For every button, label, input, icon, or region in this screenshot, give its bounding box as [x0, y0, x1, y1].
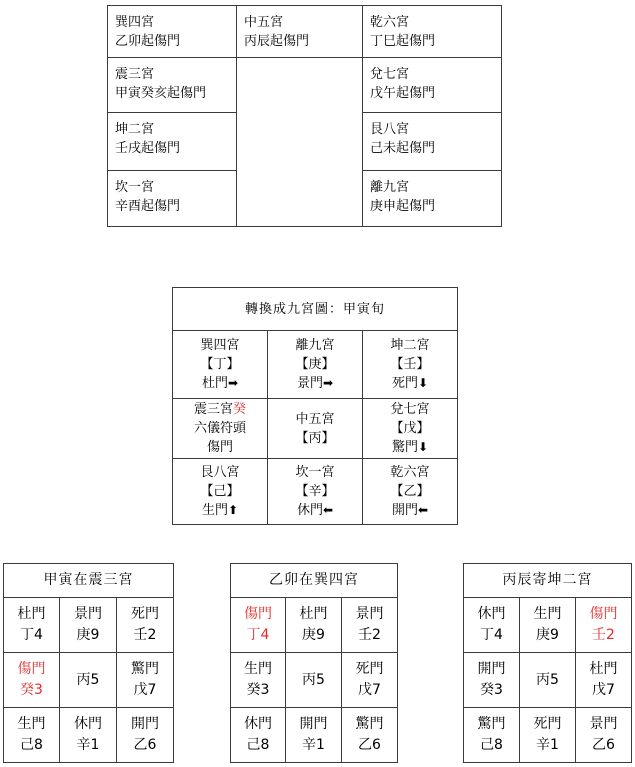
- palace-stem: 【戊】: [390, 421, 430, 436]
- door-arrow-icon: ⬇: [417, 376, 429, 390]
- door-cell: 休門 丁4: [464, 598, 520, 653]
- palace-stem-line: 庚申起傷門: [370, 199, 436, 214]
- palace-name: 兌七宮: [390, 402, 430, 417]
- palace-stem-line: 丙辰起傷門: [244, 34, 310, 49]
- table-title: 乙卯在巽四宮: [231, 564, 398, 598]
- palace-cell: [108, 171, 237, 227]
- palace-stem: 六儀符頭: [193, 421, 246, 436]
- palace-cell: [363, 459, 458, 525]
- palace-name: 坤二宮: [115, 122, 155, 137]
- door-cell: 開門 辛1: [286, 708, 342, 763]
- palace-cell: [108, 58, 237, 113]
- red-stem: 癸: [233, 402, 247, 417]
- palace-stem: 【庚】: [295, 357, 335, 372]
- palace-door: 傷門: [206, 440, 233, 455]
- empty-cell: [237, 58, 363, 227]
- table-title: 甲寅在震三宮: [4, 564, 174, 598]
- palace-name: 巽四宮: [115, 15, 155, 30]
- palace-door: 景門➡: [296, 376, 334, 391]
- nine-palace-title: 轉換成九宮圖：甲寅旬: [173, 288, 458, 331]
- door-cell: 傷門 丁4: [231, 598, 286, 653]
- door-cell: 驚門 乙6: [342, 708, 398, 763]
- palace-cell: [268, 459, 363, 525]
- palace-stem: 【丁】: [200, 357, 240, 372]
- palace-name: 坤二宮: [390, 338, 430, 353]
- door-cell: 死門 戊7: [342, 653, 398, 708]
- yimao-table: [230, 563, 398, 763]
- palace-stem: 【壬】: [390, 357, 430, 372]
- door-cell: 開門 癸3: [464, 653, 520, 708]
- palace-stem: 【己】: [200, 484, 240, 499]
- palace-stem-line: 己未起傷門: [370, 141, 436, 156]
- door-arrow-icon: ➡: [322, 376, 334, 390]
- palace-name: 中五宮: [295, 411, 335, 427]
- door-cell: 丙5: [286, 653, 342, 708]
- palace-stem-line: 壬戌起傷門: [115, 141, 181, 156]
- palace-cell: [268, 399, 363, 459]
- palace-name: 中五宮: [244, 15, 284, 30]
- palace-cell: [173, 331, 268, 399]
- palace-door: 死門⬇: [391, 376, 429, 391]
- door-cell: 杜門 戊7: [576, 653, 632, 708]
- palace-name: 震三宮癸: [193, 402, 247, 417]
- palace-cell: [363, 331, 458, 399]
- door-cell: 景門 壬2: [342, 598, 398, 653]
- door-cell: 生門 己8: [4, 708, 60, 763]
- door-cell: 休門 己8: [231, 708, 286, 763]
- palace-door: 休門⬅: [296, 503, 334, 518]
- palace-stem-line: 甲寅癸亥起傷門: [115, 86, 207, 101]
- door-cell: 傷門 癸3: [4, 653, 60, 708]
- palace-cell: [173, 459, 268, 525]
- door-arrow-icon: ⬅: [417, 503, 429, 517]
- door-cell: 丙5: [520, 653, 576, 708]
- palace-name: 艮八宮: [370, 122, 410, 137]
- palace-name: 震三宮: [115, 67, 155, 82]
- palace-cell: [363, 58, 502, 113]
- door-cell: 開門 乙6: [117, 708, 174, 763]
- door-cell: 驚門 戊7: [117, 653, 174, 708]
- palace-door: 杜門➡: [201, 376, 239, 391]
- palace-cell: [268, 331, 363, 399]
- palace-cell: [173, 399, 268, 459]
- palace-stem-line: 乙卯起傷門: [115, 34, 181, 49]
- palace-cell: [363, 6, 502, 58]
- door-cell: 傷門 壬2: [576, 598, 632, 653]
- door-cell: 丙5: [60, 653, 117, 708]
- table-title: 丙辰寄坤二宮: [464, 564, 632, 598]
- palace-name: 坎一宮: [295, 465, 335, 480]
- door-cell: 杜門 丁4: [4, 598, 60, 653]
- door-cell: 生門 庚9: [520, 598, 576, 653]
- palace-door: 開門⬅: [391, 503, 429, 518]
- palace-cell: [363, 171, 502, 227]
- palace-door: 驚門⬇: [391, 440, 429, 455]
- nine-palace-table: [172, 287, 458, 525]
- door-cell: 生門 癸3: [231, 653, 286, 708]
- door-cell: 死門 壬2: [117, 598, 174, 653]
- door-cell: 休門 辛1: [60, 708, 117, 763]
- palace-name: 乾六宮: [390, 465, 430, 480]
- source-palace-table: [107, 5, 502, 227]
- door-arrow-icon: ⬆: [227, 503, 239, 517]
- palace-name: 乾六宮: [370, 15, 410, 30]
- palace-stem-line: 丁巳起傷門: [370, 34, 436, 49]
- palace-stem-line: 辛酉起傷門: [115, 199, 181, 214]
- door-cell: 杜門 庚9: [286, 598, 342, 653]
- palace-cell: [363, 113, 502, 171]
- door-arrow-icon: ⬅: [322, 503, 334, 517]
- palace-stem-line: 戊午起傷門: [370, 86, 436, 101]
- door-cell: 死門 辛1: [520, 708, 576, 763]
- palace-name: 艮八宮: [200, 465, 240, 480]
- palace-stem: 【乙】: [390, 484, 430, 499]
- door-cell: 景門 庚9: [60, 598, 117, 653]
- palace-cell: [108, 6, 237, 58]
- door-cell: 景門 乙6: [576, 708, 632, 763]
- palace-name: 離九宮: [370, 180, 410, 195]
- palace-stem: 【丙】: [295, 430, 335, 446]
- palace-cell: [363, 399, 458, 459]
- palace-stem: 【辛】: [295, 484, 335, 499]
- palace-cell: [108, 113, 237, 171]
- door-arrow-icon: ⬇: [417, 440, 429, 454]
- palace-name: 坎一宮: [115, 180, 155, 195]
- bingchen-table: [463, 563, 632, 763]
- palace-name: 兌七宮: [370, 67, 410, 82]
- palace-cell: [237, 6, 363, 58]
- palace-door: 生門⬆: [201, 503, 239, 518]
- door-cell: 驚門 己8: [464, 708, 520, 763]
- jiayin-table: [3, 563, 174, 763]
- palace-name: 巽四宮: [200, 338, 240, 353]
- door-arrow-icon: ➡: [227, 376, 239, 390]
- palace-name: 離九宮: [295, 338, 335, 353]
